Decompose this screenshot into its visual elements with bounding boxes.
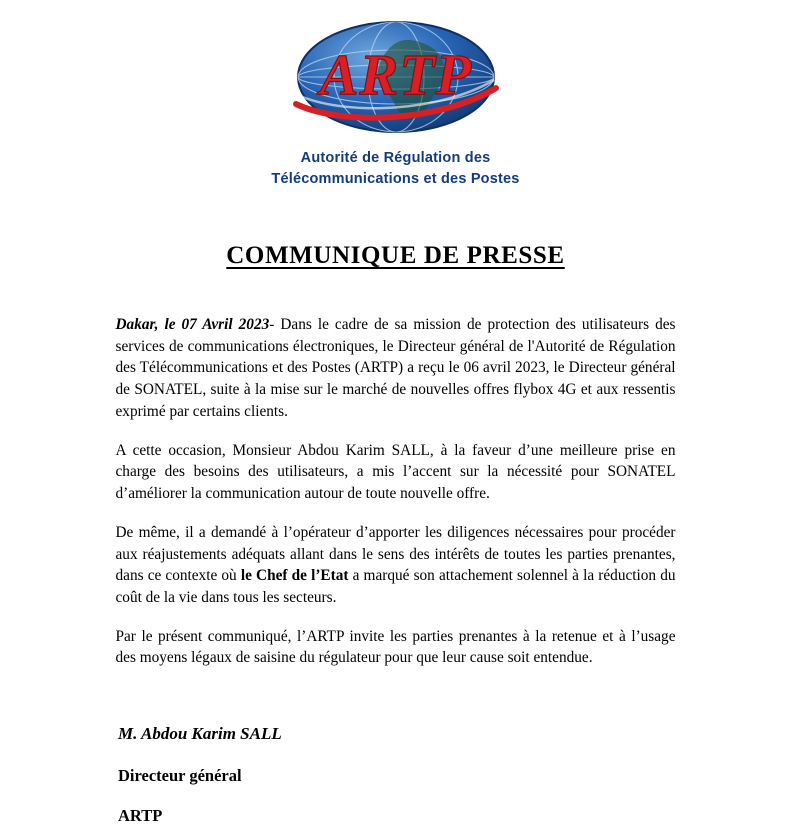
paragraph-1-text: - Dans le cadre de sa mission de protection des utilisateurs des services de communications électroniques, le Directeur général de l'Autorité de Régulation des Télécommunications et des Postes (ARTP) a reçu le 06 avril 2023, le Directeur général de SONATEL, suite à la mise sur le marché de nouvelles offres flybox 4G et aux ressentis exprimé par certains clients.: [115, 316, 676, 420]
page-title: COMMUNIQUE DE PRESSE: [226, 242, 565, 270]
svg-text:ARTP: ARTP: [319, 42, 472, 107]
paragraph-1: [116, 314, 676, 423]
signatory-role: Directeur général: [118, 766, 242, 786]
signatory-name: M. Abdou Karim SALL: [118, 724, 282, 744]
signature-block: [113, 686, 678, 826]
paragraph-3: [116, 522, 676, 609]
organization-line-1: Autorité de Régulation des: [300, 150, 491, 166]
paragraph-2: A cette occasion, Monsieur Abdou Karim SALL, à la faveur d’une meilleure prise en charge des besoins des utilisateurs, a mis l’accent sur la nécessité pour SONATEL d’améliorer la communication autour de toute nouvelle offre.: [115, 441, 676, 503]
paragraph-4: Par le présent communiqué, l’ARTP invite les parties prenantes à la retenue et à l’usage des moyens légaux de saisine du régulateur pour que leur cause soit entendue.: [115, 627, 676, 667]
logo-block: [0, 0, 791, 190]
paragraph-3-emphasis: le Chef de l’Etat: [240, 567, 349, 585]
dateline: Dakar, le 07 Avril 2023: [115, 316, 270, 334]
paragraph-3-text-after: a marqué son attachement solennel à la réduction du coût de la vie dans tous les secteurs.: [115, 567, 676, 606]
signatory-organization: ARTP: [118, 806, 163, 826]
paragraph-3-text-before: De même, il a demandé à l’opérateur d’apporter les diligences nécessaires pour procéder aux réajustements adéquats allant dans le sens des intérêts de toutes les parties prenantes, dans ce contexte où: [115, 523, 676, 585]
artp-globe-logo-icon: [290, 18, 502, 136]
document-body: [116, 270, 676, 669]
organization-line-2: Télécommunications et des Postes: [271, 171, 520, 188]
organization-name: [271, 148, 519, 190]
